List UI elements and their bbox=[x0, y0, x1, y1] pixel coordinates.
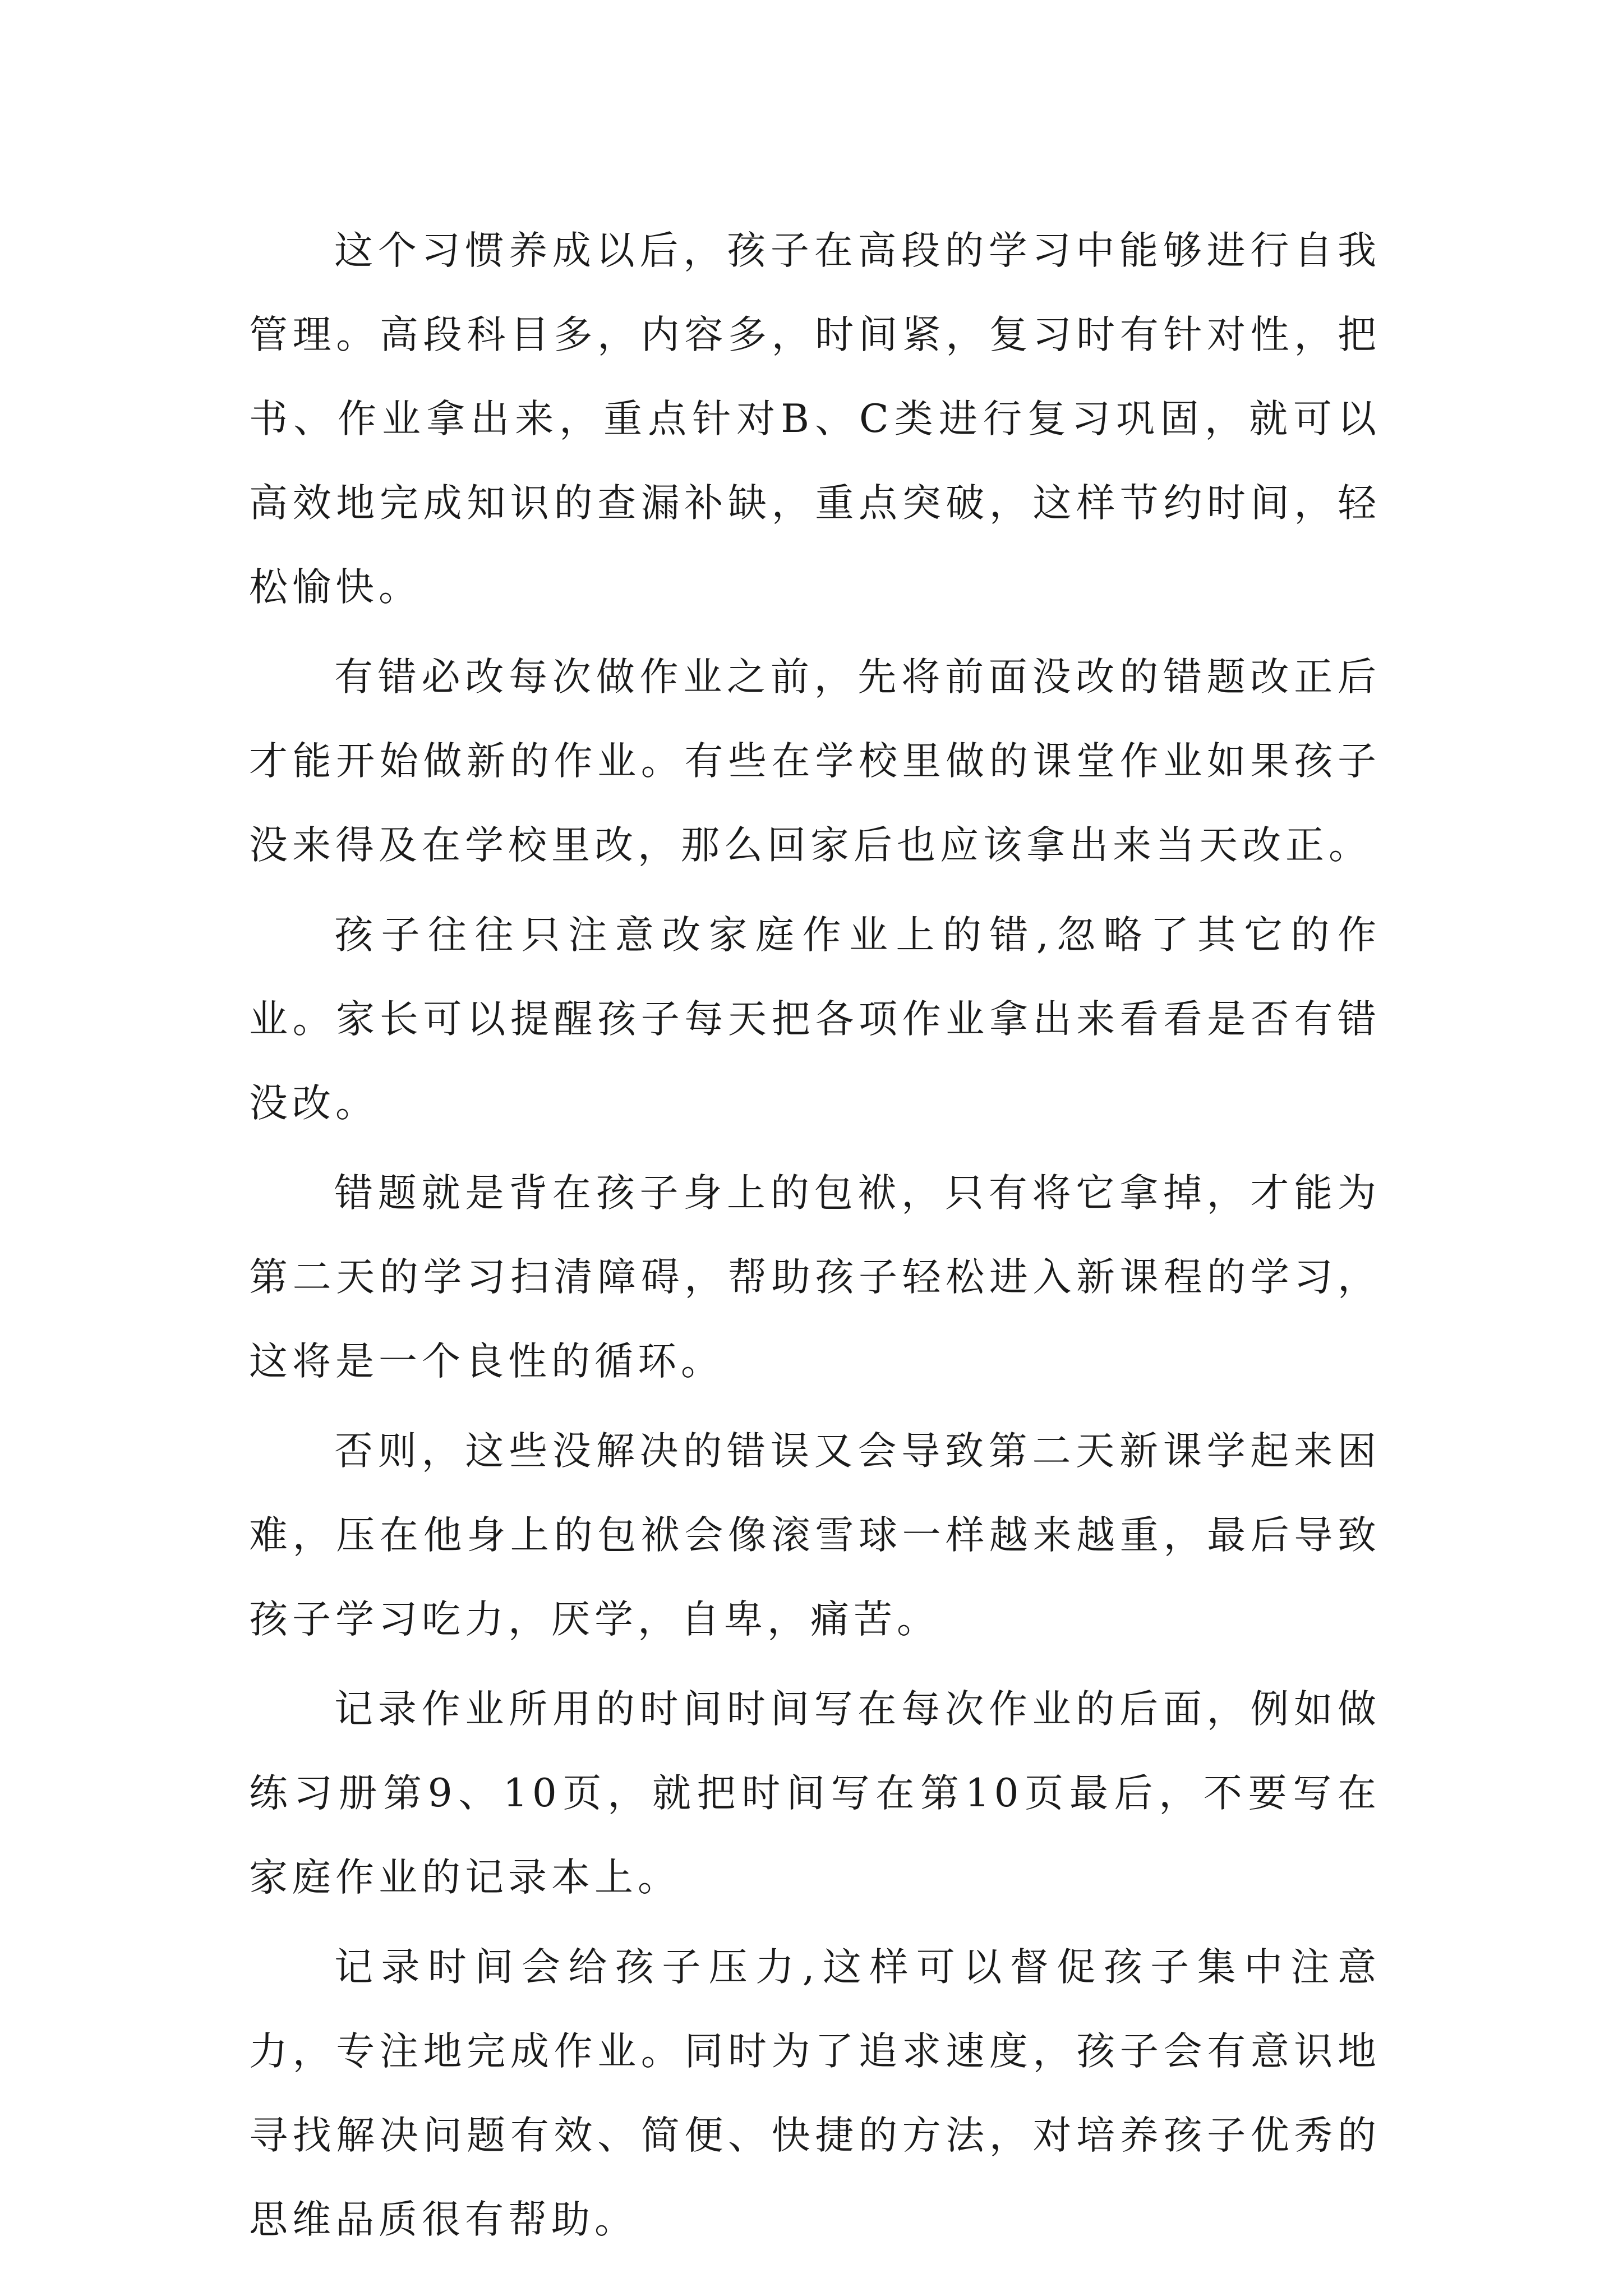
paragraph-1: 这个习惯养成以后，孩子在高段的学习中能够进行自我管理。高段科目多，内容多，时间紧，复习时有针对性，把书、作业拿出来，重点针对B、C类进行复习巩固，就可以高效地完成知识的查漏补缺，重点突破，这样节约时间，轻松愉快。 bbox=[249, 228, 1381, 610]
paragraph-4: 错题就是背在孩子身上的包袱，只有将它拿掉，才能为第二天的学习扫清障碍，帮助孩子轻松进入新课程的学习，这将是一个良性的循环。 bbox=[249, 1171, 1381, 1384]
paragraph-6: 记录作业所用的时间时间写在每次作业的后面，例如做练习册第9、10页，就把时间写在第10页最后，不要写在家庭作业的记录本上。 bbox=[249, 1687, 1381, 1900]
paragraph-5: 否则，这些没解决的错误又会导致第二天新课学起来困难，压在他身上的包袱会像滚雪球一样越来越重，最后导致孩子学习吃力，厌学，自卑，痛苦。 bbox=[249, 1429, 1381, 1642]
document-body bbox=[249, 209, 1381, 2267]
paragraph-3: 孩子往往只注意改家庭作业上的错,忽略了其它的作业。家长可以提醒孩子每天把各项作业拿出来看看是否有错没改。 bbox=[249, 913, 1381, 1126]
paragraph-2: 有错必改每次做作业之前，先将前面没改的错题改正后才能开始做新的作业。有些在学校里做的课堂作业如果孩子没来得及在学校里改，那么回家后也应该拿出来当天改正。 bbox=[249, 655, 1381, 868]
paragraph-7: 记录时间会给孩子压力,这样可以督促孩子集中注意力，专注地完成作业。同时为了追求速度，孩子会有意识地寻找解决问题有效、简便、快捷的方法，对培养孩子优秀的思维品质很有帮助。 bbox=[249, 1945, 1381, 2242]
